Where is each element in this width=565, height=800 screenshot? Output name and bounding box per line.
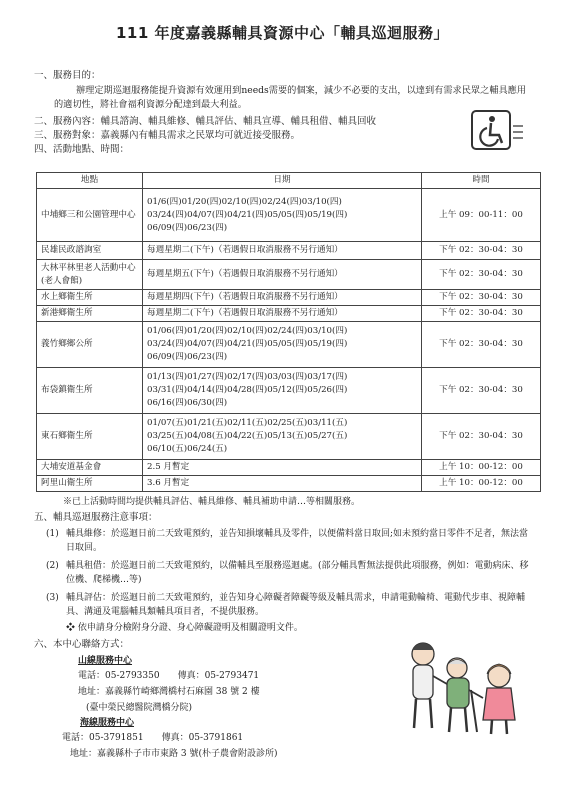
service-content: 二、服務內容：輔具諮詢、輔具維修、輔具評估、輔具宣導、輔具租借、輔具回收 xyxy=(34,116,377,127)
header-place: 地點 xyxy=(37,173,143,189)
cell-time: 上午 10：00-12：00 xyxy=(422,460,541,476)
table-header-row xyxy=(37,173,541,189)
cell-date: 2.5 月暫定 xyxy=(143,460,422,476)
cell-date: 每週星期五(下午)（若遇假日取消服務不另行通知） xyxy=(143,260,422,290)
table-row xyxy=(37,189,541,242)
purpose-text: 辦理定期巡迴服務能提升資源有效運用到needs需要的個案，減少不必要的支出，以達到有需求民眾之輔具應用的適切性，將社會福利資源分配達到最大利益。 xyxy=(54,85,527,110)
cell-place: 民雄民政諮詢室 xyxy=(37,242,143,260)
cell-place: 東石鄉衛生所 xyxy=(37,414,143,460)
table-row xyxy=(37,322,541,368)
wheelchair-icon xyxy=(471,110,525,150)
cell-time: 下午 02：30-04：30 xyxy=(422,290,541,306)
coast-address: 地址：嘉義縣朴子市市東路 3 號(朴子農會附設診所) xyxy=(70,749,278,759)
cell-time: 下午 02：30-04：30 xyxy=(422,260,541,290)
elderly-care-illustration xyxy=(395,628,525,738)
note-item xyxy=(46,527,531,555)
schedule-table xyxy=(36,172,541,492)
mountain-address: 地址：嘉義縣竹崎鄉灣橋村石麻園 38 號 2 樓 xyxy=(78,687,260,697)
cell-date: 每週星期二(下午)（若遇假日取消服務不另行通知） xyxy=(143,306,422,322)
header-date: 日期 xyxy=(143,173,422,189)
table-row xyxy=(37,290,541,306)
table-note: ※已上活動時間均提供輔具評估、輔具維修、輔具補助申請…等相關服務。 xyxy=(63,497,361,507)
coast-phone-fax: 電話：05-3791851 傳真：05-3791861 xyxy=(62,733,244,743)
purpose-heading: 一、服務目的： xyxy=(34,70,101,81)
cell-time: 下午 02：30-04：30 xyxy=(422,322,541,368)
cell-place: 大林平林里老人活動中心(老人會館) xyxy=(37,260,143,290)
cell-date: 每週星期四(下午)（若遇假日取消服務不另行通知） xyxy=(143,290,422,306)
document-reminder: ❖ 依申請身分檢附身分證、身心障礙證明及相關證明文件。 xyxy=(66,623,303,633)
notes-heading: 五、輔具巡迴服務注意事項： xyxy=(34,512,158,523)
header-time: 時間 xyxy=(422,173,541,189)
cell-date: 01/06(四)01/20(四)02/10(四)02/24(四)03/10(四) 03/24(四)04/07(四)04/21(四)05/05(四)05/19(四) 06/09(四)06/23(四) xyxy=(143,322,422,368)
table-row xyxy=(37,260,541,290)
cell-place: 大埔安道基金會 xyxy=(37,460,143,476)
service-target: 三、服務對象：嘉義縣內有輔具需求之民眾均可就近接受服務。 xyxy=(34,130,301,141)
note-item-text: 輔具維修：於巡迴日前二天致電預約，並告知損壞輔具及零件，以便備料當日取回;如未預約當日零件不足者，無法當日取回。 xyxy=(66,529,529,553)
document-title: 111 年度嘉義縣輔具資源中心「輔具巡迴服務」 xyxy=(115,24,450,42)
note-item-text: 輔具評估：於巡迴日前二天致電預約，並告知身心障礙者障礙等級及輔具需求，申請電動輪椅、電動代步車、視障輔具、溝通及電腦輔具類輔具項目者，不提供服務。 xyxy=(66,593,526,617)
cell-time: 下午 02：30-04：30 xyxy=(422,368,541,414)
table-row xyxy=(37,368,541,414)
note-item-text: 輔具租借：於巡迴日前二天致電預約，以備輔具至服務巡迴處。(部分輔具暫無法提供此項服務，例如：電動病床、移位機、爬梯機…等) xyxy=(66,561,529,585)
activity-heading: 四、活動地點、時間： xyxy=(34,144,130,155)
note-item-number: (1) xyxy=(46,529,59,539)
cell-time: 下午 02：30-04：30 xyxy=(422,306,541,322)
cell-date: 3.6 月暫定 xyxy=(143,476,422,492)
contact-heading: 六、本中心聯絡方式： xyxy=(34,639,130,650)
cell-place: 義竹鄉鄉公所 xyxy=(37,322,143,368)
cell-time: 下午 02：30-04：30 xyxy=(422,242,541,260)
note-item-number: (2) xyxy=(46,561,59,571)
cell-time: 上午 10：00-12：00 xyxy=(422,476,541,492)
note-item xyxy=(46,559,531,587)
cell-place: 阿里山衛生所 xyxy=(37,476,143,492)
note-item xyxy=(46,591,531,619)
cell-place: 布袋鎮衛生所 xyxy=(37,368,143,414)
cell-date: 01/07(五)01/21(五)02/11(五)02/25(五)03/11(五) 03/25(五)04/08(五)04/22(五)05/13(五)05/27(五) 06/10(五)06/24(五) xyxy=(143,414,422,460)
note-item-number: (3) xyxy=(46,593,59,603)
mountain-phone-fax: 電話：05-2793350 傳真：05-2793471 xyxy=(78,671,260,681)
cell-date: 每週星期二(下午)（若遇假日取消服務不另行通知） xyxy=(143,242,422,260)
table-row xyxy=(37,306,541,322)
table-row xyxy=(37,242,541,260)
mountain-center-name: 山線服務中心 xyxy=(78,656,133,666)
table-row xyxy=(37,414,541,460)
cell-date: 01/13(四)01/27(四)02/17(四)03/03(四)03/17(四) 03/31(四)04/14(四)04/28(四)05/12(四)05/26(四) 06/16(四)06/30(四) xyxy=(143,368,422,414)
table-row xyxy=(37,476,541,492)
cell-place: 水上鄉衛生所 xyxy=(37,290,143,306)
cell-place: 新港鄉衛生所 xyxy=(37,306,143,322)
cell-time: 上午 09：00-11：00 xyxy=(422,189,541,242)
mountain-address-note: (臺中榮民總醫院灣橋分院) xyxy=(86,703,193,713)
cell-place: 中埔鄉三和公園管理中心 xyxy=(37,189,143,242)
cell-time: 下午 02：30-04：30 xyxy=(422,414,541,460)
coast-center-name: 海線服務中心 xyxy=(80,718,135,728)
table-row xyxy=(37,460,541,476)
cell-date: 01/6(四)01/20(四)02/10(四)02/24(四)03/10(四) 03/24(四)04/07(四)04/21(四)05/05(四)05/19(四) 06/09(四)06/23(四) xyxy=(143,189,422,242)
